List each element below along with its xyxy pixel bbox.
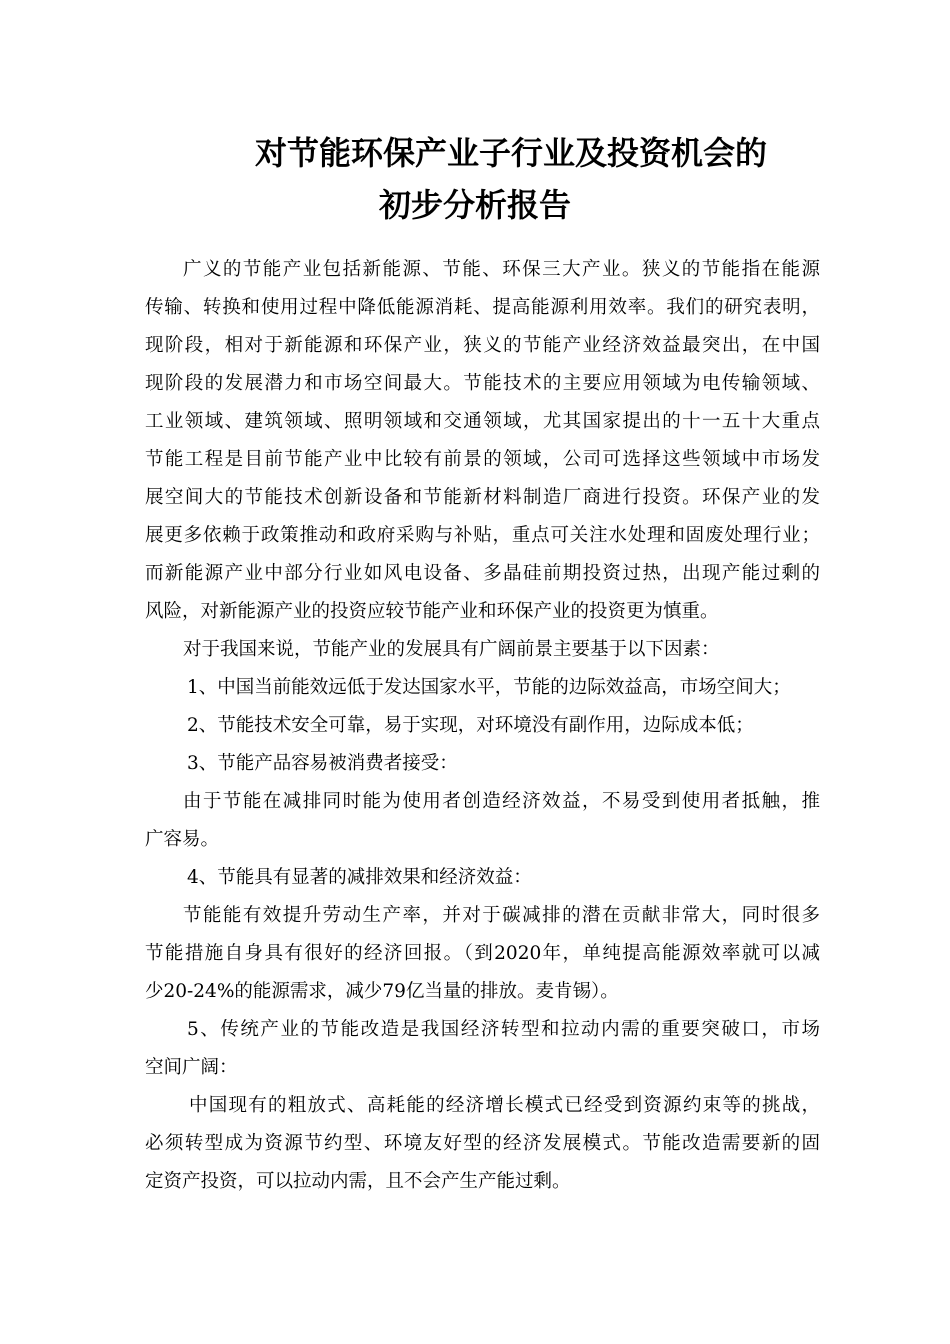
body-line: 对于我国来说，节能产业的发展具有广阔前景主要基于以下因素： (183, 639, 720, 660)
body-line: 1、中国当前能效远低于发达国家水平，节能的边际效益高，市场空间大； (187, 677, 791, 698)
body-line: 中国现有的粗放式、高耗能的经济增长模式已经受到资源约束等的挑战， (189, 1095, 820, 1116)
body-line: 少20-24%的能源需求，减少79亿当量的排放。麦肯锡）。 (145, 981, 619, 1002)
body-line: 2、节能技术安全可靠，易于实现，对环境没有副作用，边际成本低； (187, 715, 754, 736)
body-line: 3、节能产品容易被消费者接受： (187, 753, 458, 774)
body-line: 5、传统产业的节能改造是我国经济转型和拉动内需的重要突破口，市场 (187, 1019, 820, 1040)
body-line: 而新能源产业中部分行业如风电设备、多晶硅前期投资过热，出现产能过剩的 (145, 563, 820, 584)
body-line: 工业领域、建筑领域、照明领域和交通领域，尤其国家提出的十一五十大重点 (145, 411, 820, 432)
body-line: 传输、转换和使用过程中降低能源消耗、提高能源利用效率。我们的研究表明， (145, 297, 820, 318)
body-line: 定资产投资，可以拉动内需，且不会产生产能过剩。 (145, 1171, 571, 1192)
body-line: 展更多依赖于政策推动和政府采购与补贴，重点可关注水处理和固废处理行业； (145, 525, 820, 546)
body-line: 空间广阔： (145, 1057, 238, 1078)
body-line: 风险，对新能源产业的投资应较节能产业和环保产业的投资更为慎重。 (145, 601, 719, 622)
body-line: 4、节能具有显著的减排效果和经济效益： (187, 867, 532, 888)
body-line: 现阶段，相对于新能源和环保产业，狭义的节能产业经济效益最突出，在中国 (145, 335, 820, 356)
body-line: 节能能有效提升劳动生产率，并对于碳减排的潜在贡献非常大，同时很多 (183, 905, 820, 926)
document-title-line-2: 初步分析报告 (378, 186, 571, 224)
document-title-line-1: 对节能环保产业子行业及投资机会的 (254, 134, 767, 172)
body-line: 必须转型成为资源节约型、环境友好型的经济发展模式。节能改造需要新的固 (145, 1133, 820, 1154)
body-line: 广容易。 (145, 829, 220, 850)
body-line: 展空间大的节能技术创新设备和节能新材料制造厂商进行投资。环保产业的发 (145, 487, 820, 508)
body-line: 由于节能在减排同时能为使用者创造经济效益，不易受到使用者抵触，推 (183, 791, 820, 812)
body-line: 现阶段的发展潜力和市场空间最大。节能技术的主要应用领域为电传输领域、 (145, 373, 820, 394)
body-line: 节能措施自身具有很好的经济回报。（到2020年，单纯提高能源效率就可以减 (145, 943, 820, 964)
body-line: 广义的节能产业包括新能源、节能、环保三大产业。狭义的节能指在能源 (183, 259, 820, 280)
body-line: 节能工程是目前节能产业中比较有前景的领域，公司可选择这些领域中市场发 (145, 449, 820, 470)
